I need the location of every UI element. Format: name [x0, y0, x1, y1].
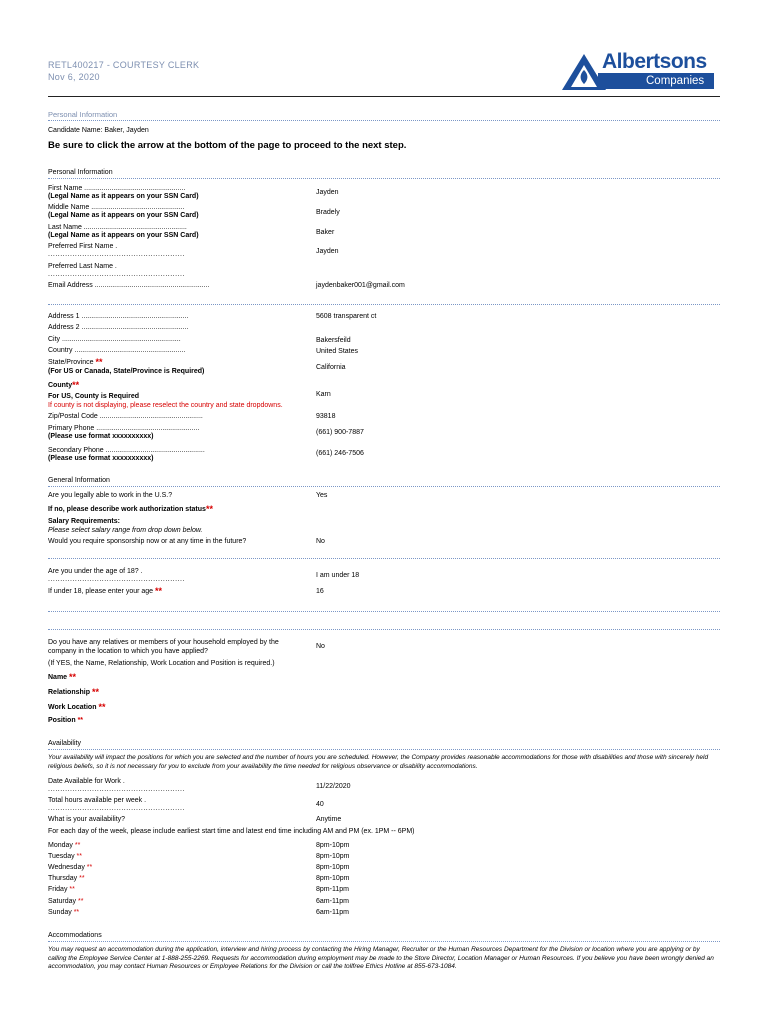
accommodations-heading: Accommodations	[48, 932, 102, 939]
preferred-last-label: Preferred Last Name .	[48, 263, 117, 270]
address2-label: Address 2 .......................................................	[48, 324, 189, 331]
date-available-value: 11/22/2020	[316, 783, 351, 790]
instruction-text: Be sure to click the arrow at the bottom of the page to proceed to the next step.	[48, 140, 407, 151]
divider	[48, 941, 720, 942]
email-label: Email Address ...........................................................	[48, 282, 210, 289]
zip-label: Zip/Postal Code .....................................................	[48, 413, 203, 420]
preferred-first-label: Preferred First Name .	[48, 243, 118, 250]
state-label: State/Province **	[48, 357, 103, 367]
state-note: (For US or Canada, State/Province is Required)	[48, 368, 205, 375]
divider	[48, 178, 720, 179]
divider	[48, 486, 720, 487]
dot-leader: ........................................................	[48, 786, 185, 793]
logo-subtext: Companies	[646, 75, 705, 87]
divider	[48, 304, 720, 305]
state-value: California	[316, 364, 346, 371]
age-value: 16	[316, 588, 324, 595]
city-value: Bakersfeild	[316, 337, 351, 344]
salary-label: Salary Requirements:	[48, 518, 120, 525]
middle-name-note: (Legal Name as it appears on your SSN Card)	[48, 212, 199, 219]
job-title: RETL400217 - COURTESY CLERK	[48, 60, 200, 70]
work-location-label: Work Location **	[48, 702, 106, 712]
sunday-value: 6am-11pm	[316, 909, 349, 916]
section-title-personal: Personal Information	[48, 110, 118, 119]
date-available-label: Date Available for Work .	[48, 778, 125, 785]
friday-value: 8pm-11pm	[316, 886, 349, 893]
personal-heading: Personal Information	[48, 169, 113, 176]
relatives-note: (If YES, the Name, Relationship, Work Location and Position is required.)	[48, 660, 275, 667]
availability-text: Your availability will impact the positions for which you are selected and the number of hours you are scheduled. However, the Company provides reasonable accommodations for those with disabilities and those with sincerely held religious beliefs, so it is not necessary for you to exclude from your availability the time needed for religious observance or disability accommodations.	[48, 754, 709, 770]
monday-label: Monday **	[48, 842, 81, 849]
availability-value: Anytime	[316, 816, 342, 823]
secondary-phone-note: (Please use format xxxxxxxxxx)	[48, 455, 154, 462]
albertsons-logo	[560, 52, 716, 92]
age-enter-label: If under 18, please enter your age **	[48, 586, 163, 596]
divider	[48, 629, 720, 630]
secondary-phone-value: (661) 246-7506	[316, 450, 364, 457]
accommodations-text: You may request an accommodation during the application, interview and hiring process by contacting the Hiring Manager, Recruiter or the Human Resources Department for the Division or location where you are applying or by calling the Employee Service Center at 1-888-255-2269. Requests for accommodation during employment may be made to the Store Director, Location Manager or Human Resources. If you believe you have been wrongly denied an accommodation, you may contact Human Resources or Employee Relations for the Division or call the tollfree Ethics Hotline at 855-673-1084.	[48, 946, 714, 970]
header-info	[48, 59, 199, 83]
sponsorship-value: No	[316, 538, 325, 545]
address1-label: Address 1 .......................................................	[48, 313, 189, 320]
primary-phone-label: Primary Phone .....................................................	[48, 425, 200, 432]
tuesday-label: Tuesday **	[48, 853, 82, 860]
tuesday-value: 8pm-10pm	[316, 853, 350, 860]
country-value: United States	[316, 348, 359, 355]
friday-label: Friday **	[48, 886, 75, 893]
general-heading: General Information	[48, 477, 110, 484]
relatives-question-line2: company in the location to which you have applied?	[48, 648, 208, 655]
first-name-note: (Legal Name as it appears on your SSN Card)	[48, 193, 199, 200]
middle-name-value: Bradely	[316, 209, 340, 216]
thursday-value: 8pm-10pm	[316, 875, 350, 882]
auth-status-label: If no, please describe work authorization status**	[48, 504, 213, 514]
each-day-instruction: For each day of the week, please include earliest start time and latest end time including AM and PM (ex. 1PM -- 6PM)	[48, 828, 415, 835]
wednesday-label: Wednesday **	[48, 864, 93, 871]
last-name-label: Last Name .....................................................	[48, 224, 187, 231]
relatives-value: No	[316, 643, 325, 650]
relative-name-label: Name **	[48, 672, 77, 682]
last-name-note: (Legal Name as it appears on your SSN Card)	[48, 232, 199, 239]
county-warning: If county is not displaying, please reselect the country and state dropdowns.	[48, 402, 283, 409]
country-label: Country .........................................................	[48, 347, 186, 354]
divider	[48, 120, 720, 121]
dot-leader: ........................................................	[48, 271, 185, 278]
availability-question: What is your availability?	[48, 816, 126, 823]
total-hours-value: 40	[316, 801, 324, 808]
last-name-value: Baker	[316, 229, 335, 236]
position-label: Position **	[48, 717, 84, 724]
address1-value: 5608 transparent ct	[316, 313, 377, 320]
legal-work-value: Yes	[316, 492, 328, 499]
thursday-label: Thursday **	[48, 875, 85, 882]
wednesday-value: 8pm-10pm	[316, 864, 350, 871]
dot-leader: ........................................................	[48, 251, 185, 258]
city-label: City .............................................................	[48, 336, 181, 343]
divider	[48, 611, 720, 612]
email-value: jaydenbaker001@gmail.com	[316, 282, 405, 289]
relationship-label: Relationship **	[48, 687, 99, 697]
preferred-first-value: Jayden	[316, 248, 339, 255]
logo-text: Albertsons	[602, 50, 707, 73]
salary-note: Please select salary range from drop down below.	[48, 527, 203, 534]
saturday-label: Saturday **	[48, 898, 84, 905]
total-hours-label: Total hours available per week .	[48, 797, 147, 804]
header-date: Nov 6, 2020	[48, 72, 100, 82]
county-value: Karn	[316, 391, 331, 398]
divider	[48, 749, 720, 750]
primary-phone-note: (Please use format xxxxxxxxxx)	[48, 433, 154, 440]
secondary-phone-label: Secondary Phone ...................................................	[48, 447, 205, 454]
sunday-label: Sunday **	[48, 909, 80, 916]
relatives-question-line1: Do you have any relatives or members of your household employed by the	[48, 639, 279, 646]
saturday-value: 6am-11pm	[316, 898, 349, 905]
middle-name-label: Middle Name ................................................	[48, 204, 185, 211]
dot-leader: ........................................................	[48, 805, 185, 812]
candidate-name: Candidate Name: Baker, Jayden	[48, 127, 149, 134]
first-name-label: First Name ....................................................	[48, 185, 186, 192]
availability-heading: Availability	[48, 740, 81, 747]
county-note: For US, County is Required	[48, 393, 140, 400]
monday-value: 8pm-10pm	[316, 842, 350, 849]
divider	[48, 558, 720, 559]
legal-work-question: Are you legally able to work in the U.S.?	[48, 492, 173, 499]
dot-leader: ........................................................	[48, 576, 185, 583]
county-label: County**	[48, 380, 80, 390]
first-name-value: Jayden	[316, 189, 339, 196]
age18-question: Are you under the age of 18? .	[48, 568, 143, 575]
zip-value: 93818	[316, 413, 336, 420]
primary-phone-value: (661) 900-7887	[316, 429, 364, 436]
header-rule	[48, 96, 720, 97]
sponsorship-question: Would you require sponsorship now or at any time in the future?	[48, 538, 247, 545]
age18-value: I am under 18	[316, 572, 360, 579]
